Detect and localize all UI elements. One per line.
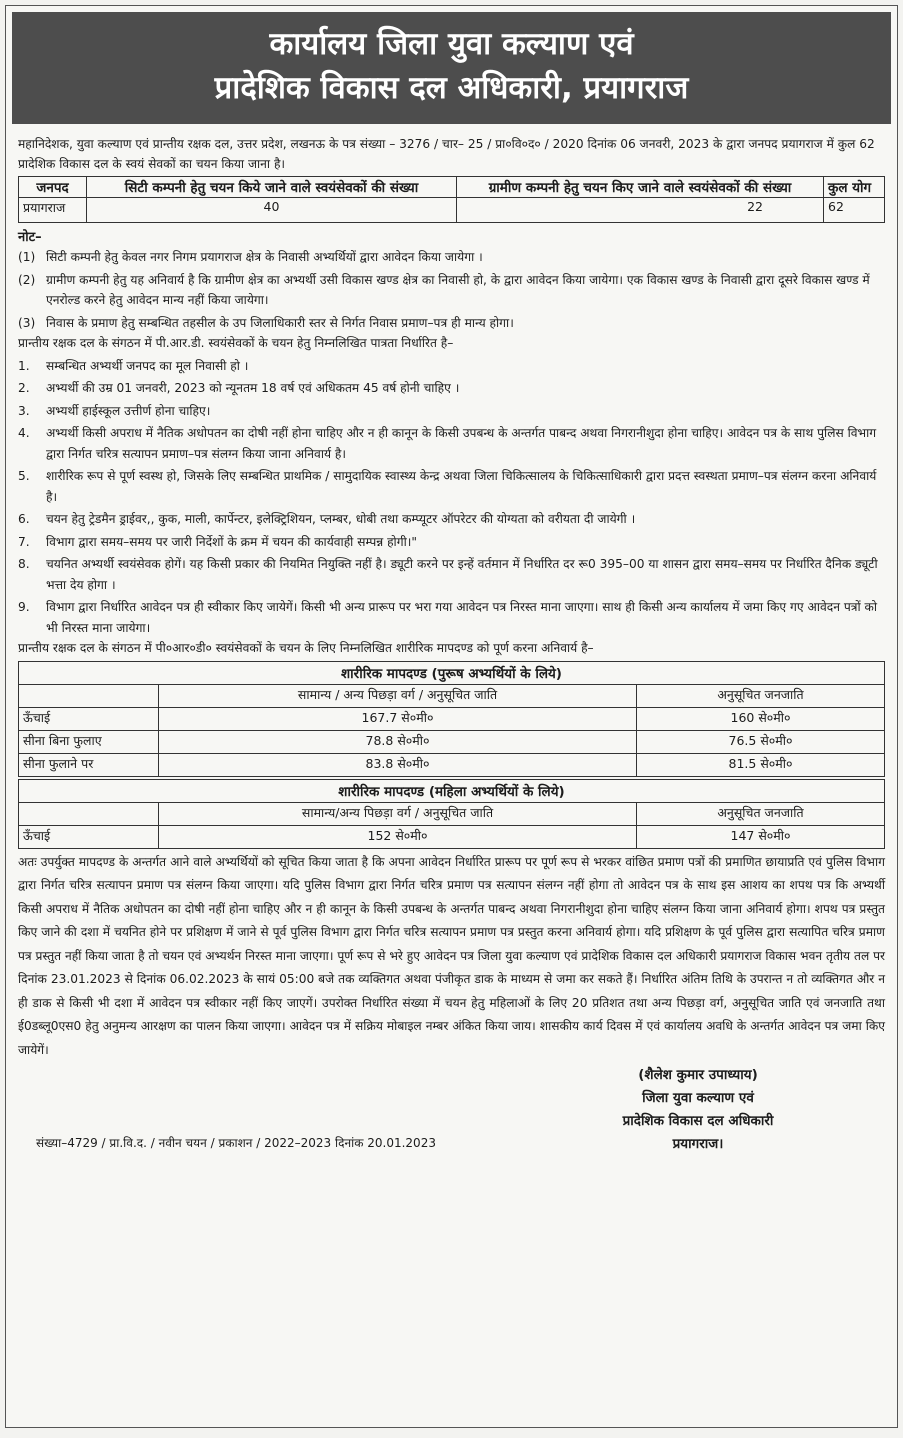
item-number: 4.	[18, 426, 30, 440]
item-number: 6.	[18, 512, 30, 526]
table-cell: 78.8 से०मी०	[159, 730, 637, 753]
table-cell: 167.7 से०मी०	[159, 707, 637, 730]
notes-list	[18, 247, 885, 333]
header-cell: कुल योग	[824, 177, 885, 198]
list-item	[18, 378, 885, 399]
item-text: चयन हेतु ट्रेडमैन ड्राईवर,, कुक, माली, कार्पेन्टर, इलेक्ट्रिशियन, प्लम्बर, धोबी तथा कम्प्यूटर ऑपरेटर की योग्यता को वरीयता दी जायेगी ।	[46, 512, 636, 526]
list-item	[18, 509, 885, 530]
female-standards-title: शारीरिक मापदण्ड (महिला अभ्यर्थियों के लिये)	[18, 779, 885, 802]
header-cell: जनपद	[19, 177, 87, 198]
closing-paragraph: अतः उपर्युक्त मापदण्ड के अन्तर्गत आने वाले अभ्यर्थियों को सूचित किया जाता है कि अपना आवेदन निर्धारित प्रारूप पर पूर्ण रूप से भरकर वांछित प्रमाण पत्रों की प्रमाणित छायाप्रति एवं पुलिस विभाग द्वारा निर्गत चरित्र सत्यापन प्रमाण पत्र संलग्न किया जाएगा। यदि पुलिस विभाग द्वारा निर्गत चरित्र प्रमाण पत्र सत्यापन संलग्न नहीं होगा तो आवेदन पत्र के साथ इस आशय का शपथ पत्र कि अभ्यर्थी किसी अपराध में नैतिक अधोपतन का दोषी नहीं होना चाहिए और न ही कानून के किसी उपबन्ध के अन्तर्गत पाबन्द अथवा निगरानीशुदा होना चाहिए संलग्न किया जाना अनिवार्य होगा। शपथ पत्र प्रस्तुत किए जाने की दशा में चयनित होने पर प्रशिक्षण में जाने से पूर्व पुलिस विभाग द्वारा निर्गत चरित्र सत्यापन प्रमाण पत्र प्रस्तुत करना अनिवार्य होगा। यदि प्रशिक्षण के पूर्व पुलिस द्वारा सत्यापित चरित्र प्रमाण पत्र प्रस्तुत नहीं किया जाता है तो चयन एवं अभ्यर्थन निरस्त माना जाएगा। पूर्ण रूप से भरे हुए आवेदन पत्र जिला युवा कल्याण एवं प्रादेशिक विकास दल अधिकारी प्रयागराज विकास भवन तृतीय तल पर दिनांक 23.01.2023 से दिनांक 06.02.2023 के सायं 05:00 बजे तक व्यक्तिगत अथवा पंजीकृत डाक के माध्यम से जमा कर सकते हैं। निर्धारित अंतिम तिथि के उपरान्त न तो व्यक्तिगत और न ही डाक से किसी भी दशा में आवेदन पत्र स्वीकार नहीं किए जाएगें। उपरोक्त निर्धारित संख्या में चयन हेतु महिलाओं के लिए 20 प्रतिशत तथा अन्य पिछड़ा वर्ग, अनुसूचित जाति एवं जनजाति तथा ई0डब्लू0एस0 हेतु अनुमन्य आरक्षण का पालन किया जाएगा। आवेदन पत्र में सक्रिय मोबाइल नम्बर अंकित किया जाय। शासकीय कार्य दिवस में एवं कार्यालय अवधि के अन्तर्गत आवेदन पत्र जमा किए जायेगें।	[18, 854, 885, 1057]
header-cell: अनुसूचित जनजाति	[637, 684, 885, 707]
table-cell: 22	[457, 198, 824, 223]
list-item	[18, 356, 885, 377]
signatory-title-1: जिला युवा कल्याण एवं	[642, 1090, 754, 1106]
table-cell: 76.5 से०मी०	[637, 730, 885, 753]
table-cell: 160 से०मी०	[637, 707, 885, 730]
table-row	[19, 825, 885, 848]
item-text: ग्रामीण कम्पनी हेतु यह अनिवार्य है कि ग्रामीण क्षेत्र का अभ्यर्थी उसी विकास खण्ड क्षेत्र का निवासी हो, के द्वारा आवेदन किया जायेगा। एक विकास खण्ड के निवासी द्वारा दूसरे विकास खण्ड में एनरोल्ड करने हेतु आवेदन मान्य नहीं किया जायेगा।	[46, 272, 870, 307]
item-text: निवास के प्रमाण हेतु सम्बन्धित तहसील के उप जिलाधिकारी स्तर से निर्गत निवास प्रमाण–पत्र ही मान्य होगा।	[46, 315, 514, 330]
notes-heading: नोट–	[18, 230, 42, 245]
item-number: (1)	[18, 250, 36, 264]
male-header-row	[19, 684, 885, 707]
item-number: (3)	[18, 315, 36, 330]
table-row	[19, 707, 885, 730]
header-cell: सिटी कम्पनी हेतु चयन किये जाने वाले स्वयंसेवकों की संख्या	[87, 177, 457, 198]
list-item	[18, 313, 885, 334]
list-item	[18, 247, 885, 268]
list-item	[18, 466, 885, 507]
item-number: 2.	[18, 381, 30, 395]
reference-number: संख्या–4729 / प्रा.वि.द. / नवीन चयन / प्रकाशन / 2022–2023 दिनांक 20.01.2023	[36, 1136, 436, 1150]
list-item	[18, 554, 885, 595]
item-text: सिटी कम्पनी हेतु केवल नगर निगम प्रयागराज क्षेत्र के निवासी अभ्यर्थियों द्वारा आवेदन किया जायेगा ।	[46, 250, 483, 264]
table-cell: 83.8 से०मी०	[159, 753, 637, 776]
table-cell: 62	[824, 198, 885, 223]
header-cell: ग्रामीण कम्पनी हेतु चयन किए जाने वाले स्वयंसेवकों की संख्या	[457, 177, 824, 198]
row-label: सीना फुलाने पर	[19, 753, 159, 776]
item-number: 9.	[18, 600, 30, 614]
item-text: विभाग द्वारा निर्धारित आवेदन पत्र ही स्वीकार किए जायेगें। किसी भी अन्य प्रारूप पर भरा गया आवेदन पत्र निरस्त माना जाएगा। साथ ही किसी अन्य कार्यालय में जमा किए गए आवेदन पत्रों को भी निरस्त माना जायेगा।	[46, 600, 878, 635]
notice-footer	[18, 1062, 885, 1172]
item-number: 3.	[18, 403, 30, 418]
item-number: 1.	[18, 358, 30, 373]
signatory-name: (शैलेश कुमार उपाध्याय)	[638, 1067, 758, 1083]
signatory-place: प्रयागराज।	[672, 1136, 724, 1152]
item-text: शारीरिक रूप से पूर्ण स्वस्थ हो, जिसके लिए सम्बन्धित प्राथमिक / सामुदायिक स्वास्थ्य केन्द्र अथवा जिला चिकित्सालय के चिकित्साधिकारी द्वारा प्रदत्त स्वस्थता प्रमाण–पत्र संलग्न करना अनिवार्य है।	[46, 469, 877, 504]
table-cell: 81.5 से०मी०	[637, 753, 885, 776]
item-number: 7.	[18, 534, 30, 549]
item-number: 5.	[18, 469, 30, 483]
item-text: अभ्यर्थी किसी अपराध में नैतिक अधोपतन का दोषी नहीं होना चाहिए और न ही कानून के किसी उपबन्ध के अन्तर्गत पाबन्द अथवा निगरानीशुदा होना चाहिए। आवेदन पत्र के साथ पुलिस विभाग द्वारा निर्गत चरित्र सत्यापन प्रमाण–पत्र संलग्न किया जाना अनिवार्य है।	[46, 426, 877, 461]
header-cell: सामान्य / अन्य पिछड़ा वर्ग / अनुसूचित जाति	[159, 684, 637, 707]
item-number: 8.	[18, 557, 30, 571]
table-row	[19, 730, 885, 753]
eligibility-list	[18, 356, 885, 639]
list-item	[18, 597, 885, 638]
table-cell: प्रयागराज	[19, 198, 87, 223]
notice-page	[5, 5, 898, 1428]
row-label: ऊँचाई	[19, 707, 159, 730]
item-number: (2)	[18, 272, 36, 287]
header-line-1: कार्यालय जिला युवा कल्याण एवं	[269, 26, 634, 62]
male-standards-title: शारीरिक मापदण्ड (पुरूष अभ्यर्थियों के लिये)	[18, 661, 885, 684]
signatory-title-2: प्रादेशिक विकास दल अधिकारी	[622, 1113, 774, 1129]
header-cell: अनुसूचित जनजाति	[637, 802, 885, 825]
intro-paragraph: महानिदेशक, युवा कल्याण एवं प्रान्तीय रक्षक दल, उत्तर प्रदेश, लखनऊ के पत्र संख्या – 3276 / चार– 25 / प्रा०वि०द० / 2020 दिनांक 06 जनवरी, 2023 के द्वारा जनपद प्रयागराज में कुल 62 प्रादेशिक विकास दल के स्वयं सेवकों का चयन किया जाना है।	[18, 137, 875, 171]
female-standards-table	[18, 802, 885, 849]
table-cell: 152 से०मी०	[159, 825, 637, 848]
item-text: अभ्यर्थी हाईस्कूल उत्तीर्ण होना चाहिए।	[46, 403, 211, 418]
male-standards-table	[18, 684, 885, 777]
eligibility-intro: प्रान्तीय रक्षक दल के संगठन में पी.आर.डी. स्वयंसेवकों के चयन हेतु निम्नलिखित पात्रता निर्धारित है–	[18, 336, 454, 350]
female-header-row	[19, 802, 885, 825]
table-cell	[19, 802, 159, 825]
notice-body	[6, 134, 897, 1172]
table-row	[19, 753, 885, 776]
notice-header	[12, 12, 891, 124]
list-item	[18, 423, 885, 464]
table-cell	[19, 684, 159, 707]
list-item	[18, 270, 885, 311]
signature-block	[578, 1064, 818, 1156]
table-cell: 40	[87, 198, 457, 223]
vacancy-table	[18, 176, 885, 223]
row-label: ऊँचाई	[19, 825, 159, 848]
list-item	[18, 532, 885, 553]
item-text: विभाग द्वारा समय–समय पर जारी निर्देशों के क्रम में चयन की कार्यवाही सम्पन्न होगी।"	[46, 534, 417, 549]
row-label: सीना बिना फुलाए	[19, 730, 159, 753]
table-cell: 147 से०मी०	[637, 825, 885, 848]
vacancy-data-row	[19, 198, 885, 223]
physical-intro: प्रान्तीय रक्षक दल के संगठन में पी०आर०डी० स्वयंसेवकों के चयन के लिए निम्नलिखित शारीरिक मापदण्ड को पूर्ण करना अनिवार्य है–	[18, 641, 594, 655]
list-item	[18, 401, 885, 422]
item-text: चयनित अभ्यर्थी स्वयंसेवक होगें। यह किसी प्रकार की नियमित नियुक्ति नहीं है। ड्यूटी करने पर इन्हें वर्तमान में निर्धारित दर रू0 395–00 या शासन द्वारा समय–समय पर निर्धारित दैनिक ड्यूटी भत्ता देय होगा ।	[46, 557, 878, 592]
vacancy-header-row	[19, 177, 885, 198]
header-line-2: प्रादेशिक विकास दल अधिकारी, प्रयागराज	[214, 70, 689, 106]
header-cell: सामान्य/अन्य पिछड़ा वर्ग / अनुसूचित जाति	[159, 802, 637, 825]
item-text: अभ्यर्थी की उम्र 01 जनवरी, 2023 को न्यूनतम 18 वर्ष एवं अधिकतम 45 वर्ष होनी चाहिए ।	[46, 381, 460, 395]
item-text: सम्बन्धित अभ्यर्थी जनपद का मूल निवासी हो ।	[46, 358, 249, 373]
